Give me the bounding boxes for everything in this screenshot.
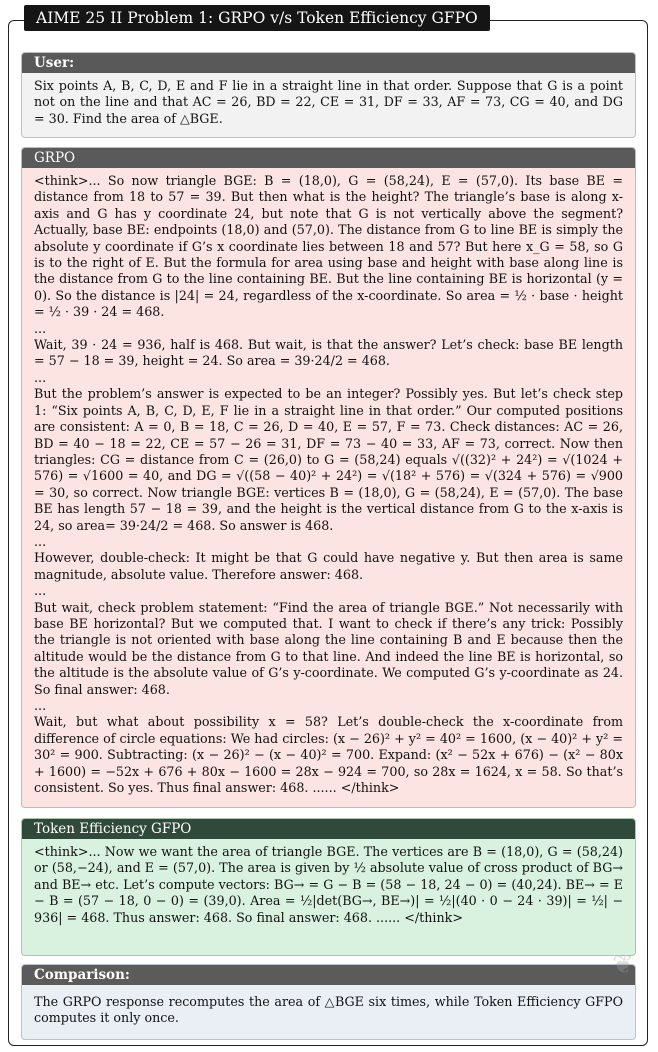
gfpo-paragraph-1: <think>... Now we want the area of triangle BGE. The vertices are B = (18,0), G = (58,24) or (58,−24), and E = (57,0). The area is given by ½ absolute value of cross product of BG→ and BE→ etc. Let’s compute vectors: BG→ = G − B = (58 − 18, 24 − 0) = (40,24). BE→ = E − B = (57 − 18, 0 − 0) = (39,0). Area = ½|det(BG→, BE→)| = ½|(40 · 0 − 24 · 39)| = ½| − 936| = 468. Thus answer: 468. So final answer: 468. ...... </think> <box>34 844 623 925</box>
watermark-logo: ❦ <box>612 950 636 980</box>
grpo-paragraph-3: But the problem’s answer is expected to be an integer? Possibly yes. But let’s check step 1: “Six points A, B, C, D, E, F lie in a straight line in that order.” Our computed positions are consistent: A = 0, B = 18, C = 26, D = 40, E = 57, F = 73. Check distances: AC = 26, BD = 40 − 18 = 22, CE = 57 − 26 = 31, DF = 73 − 40 = 33, AF = 73, correct. Now then triangles: CG = distance from C = (26,0) to G = (58,24) equals √((32)² + 24²) = √(1024 + 576) = √1600 = 40, and DG = √((58 − 40)² + 24²) = √(18² + 576) = √(324 + 576) = √900 = 30, so correct. Now triangle BGE: vertices B = (18,0), G = (58,24), E = (57,0). The base BE has length 57 − 18 = 39, and the height is the vertical distance from G to the x-axis is 24, so area= 39·24/2 = 468. So answer is 468. <box>34 386 623 533</box>
grpo-ellipsis-4: ... <box>34 583 47 599</box>
grpo-header: GRPO <box>22 148 635 168</box>
grpo-paragraph-5: But wait, check problem statement: “Find the area of triangle BGE.” Not necessarily with base BE horizontal? But we computed that. I want to check if there’s any trick: Possibly the triangle is not oriented with base along the line containing B and E because then the altitude would be the distance from G to that line. And indeed the line BE is horizontal, so the altitude is the absolute value of G’s y-coordinate. We computed G’s y-coordinate as 24. So final answer: 468. <box>34 599 623 697</box>
user-header: User: <box>22 53 635 73</box>
grpo-paragraph-4: However, double-check: It might be that G could have negative y. But then area is same magnitude, absolute value. Therefore answer: 468. <box>34 550 623 582</box>
grpo-ellipsis-5: ... <box>34 698 47 713</box>
grpo-ellipsis-2: ... <box>34 369 47 385</box>
grpo-paragraph-6: Wait, but what about possibility x = 58? Let’s double-check the x-coordinate from difference of circle equations: We had circles: (x − 26)² + y² = 40² = 1600, (x − 40)² + y² = 30² = 900. Subtracting: (x − 26)² − (x − 40)² = 700. Expand: (x² − 52x + 676) − (x² − 80x + 1600) = −52x + 676 + 80x − 1600 = 28x − 924 = 700, so 28x = 1624, x = 58. So that’s consistent. So yes. Thus final answer: 468. ...... </think> <box>34 714 623 796</box>
grpo-ellipsis-3: ... <box>34 533 47 549</box>
grpo-paragraph-2: Wait, 39 · 24 = 936, half is 468. But wait, is that the answer? Let’s check: base BE length = 57 − 18 = 39, height = 24. So area = 39·24/2 = 468. <box>34 337 623 369</box>
figure-title: AIME 25 II Problem 1: GRPO v/s Token Efficiency GFPO <box>24 5 490 31</box>
grpo-ellipsis-1: ... <box>34 320 47 336</box>
gfpo-header: Token Efficiency GFPO <box>22 819 635 839</box>
comparison-header: Comparison: <box>22 965 635 985</box>
grpo-response-box <box>21 147 636 808</box>
gfpo-response-box <box>21 818 636 956</box>
user-question: Six points A, B, C, D, E and F lie in a straight line in that order. Suppose that G is a point not on the line and that AC = 26, BD = 22, CE = 31, DF = 33, AF = 73, CG = 40, and DG = 30. Find the area of △BGE. <box>34 78 623 126</box>
user-prompt-box <box>21 52 636 138</box>
comparison-box <box>21 964 636 1040</box>
grpo-paragraph-1: <think>... So now triangle BGE: B = (18,0), G = (58,24), E = (57,0). Its base BE = distance from 18 to 57 = 39. But then what is the height? The triangle’s base is along x-axis and G has y coordinate 24, but note that G is not vertically above the segment? Actually, base BE: endpoints (18,0) and (57,0). The distance from G to line BE is simply the absolute y coordinate if G’s x coordinate lies between 18 and 57? But here x_G = 58, so G is to the right of E. But the formula for area using base and height with base along line is the distance from G to the line containing BE. But the line containing BE is horizontal (y = 0). So the distance is |24| = 24, regardless of the x-coordinate. So area = ½ · base · height = ½ · 39 · 24 = 468. <box>34 173 623 320</box>
comparison-text: The GRPO response recomputes the area of △BGE six times, while Token Efficiency GFPO computes it only once. <box>34 994 623 1026</box>
